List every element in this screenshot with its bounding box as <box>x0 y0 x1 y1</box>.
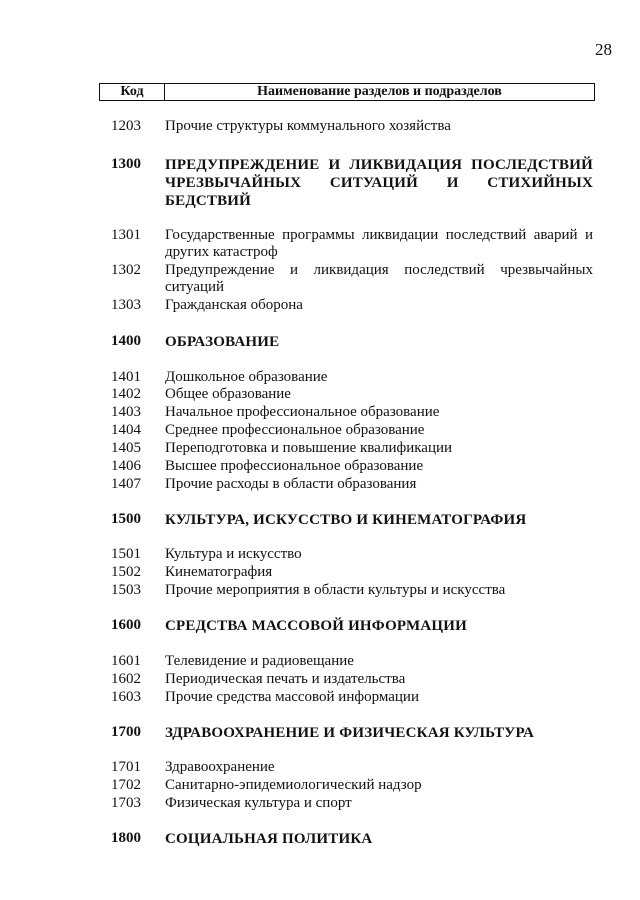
item-code: 1703 <box>111 795 141 811</box>
item-name: Санитарно-эпидемиологический надзор <box>165 777 422 793</box>
item-name: Культура и искусство <box>165 546 302 562</box>
section-name: СРЕДСТВА МАССОВОЙ ИНФОРМАЦИИ <box>165 618 468 634</box>
item-code: 1502 <box>111 564 141 580</box>
item-code: 1407 <box>111 476 141 492</box>
item-name: Физическая культура и спорт <box>165 795 352 811</box>
section-name: КУЛЬТУРА, ИСКУССТВО И КИНЕМАТОГРАФИЯ <box>165 512 527 528</box>
item-code: 1603 <box>111 689 141 705</box>
item-name: Предупреждение и ликвидация последствий чрезвычайных ситуаций <box>165 262 593 295</box>
item-name: Прочие расходы в области образования <box>165 476 417 492</box>
section-name: ОБРАЗОВАНИЕ <box>165 334 280 350</box>
item-name: Прочие средства массовой информации <box>165 689 419 705</box>
item-code: 1701 <box>111 759 141 775</box>
item-code: 1302 <box>111 262 141 278</box>
item-name: Здравоохранение <box>165 759 275 775</box>
item-code: 1401 <box>111 369 141 385</box>
item-code: 1404 <box>111 422 141 438</box>
item-code: 1602 <box>111 671 141 687</box>
section-name: СОЦИАЛЬНАЯ ПОЛИТИКА <box>165 831 373 847</box>
item-name: Высшее профессиональное образование <box>165 458 424 474</box>
item-code: 1702 <box>111 777 141 793</box>
item-name: Государственные программы ликвидации последствий аварий и других катастроф <box>165 227 593 260</box>
section-code: 1700 <box>111 724 141 740</box>
item-name: Прочие структуры коммунального хозяйства <box>165 118 451 134</box>
section-name: ЗДРАВООХРАНЕНИЕ И ФИЗИЧЕСКАЯ КУЛЬТУРА <box>165 725 534 741</box>
item-code: 1601 <box>111 653 141 669</box>
item-code: 1303 <box>111 297 141 313</box>
item-code: 1503 <box>111 582 141 598</box>
page-number: 28 <box>595 40 612 59</box>
item-name: Дошкольное образование <box>165 369 328 385</box>
item-code: 1203 <box>111 118 141 134</box>
item-code: 1403 <box>111 404 141 420</box>
item-name: Переподготовка и повышение квалификации <box>165 440 453 456</box>
item-code: 1402 <box>111 386 141 402</box>
item-name: Начальное профессиональное образование <box>165 404 440 420</box>
item-name: Гражданская оборона <box>165 297 303 313</box>
item-name: Общее образование <box>165 386 291 402</box>
item-name: Среднее профессиональное образование <box>165 422 425 438</box>
item-name: Телевидение и радиовещание <box>165 653 354 669</box>
item-code: 1501 <box>111 546 141 562</box>
item-code: 1406 <box>111 458 141 474</box>
item-name: Кинематография <box>165 564 273 580</box>
section-name: ПРЕДУПРЕЖДЕНИЕ И ЛИКВИДАЦИЯ ПОСЛЕДСТВИЙ ЧРЕЗВЫЧАЙНЫХ СИТУАЦИЙ И СТИХИЙНЫХ БЕДСТВИЙ <box>165 157 593 209</box>
section-code: 1800 <box>111 830 141 846</box>
section-code: 1500 <box>111 511 141 527</box>
table-header <box>99 83 595 101</box>
item-code: 1301 <box>111 227 141 243</box>
item-code: 1405 <box>111 440 141 456</box>
item-name: Прочие мероприятия в области культуры и искусства <box>165 582 506 598</box>
item-name: Периодическая печать и издательства <box>165 671 406 687</box>
section-code: 1600 <box>111 617 141 633</box>
header-name: Наименование разделов и подразделов <box>257 84 502 99</box>
section-code: 1400 <box>111 333 141 349</box>
header-code: Код <box>100 84 165 100</box>
section-code: 1300 <box>111 156 141 172</box>
